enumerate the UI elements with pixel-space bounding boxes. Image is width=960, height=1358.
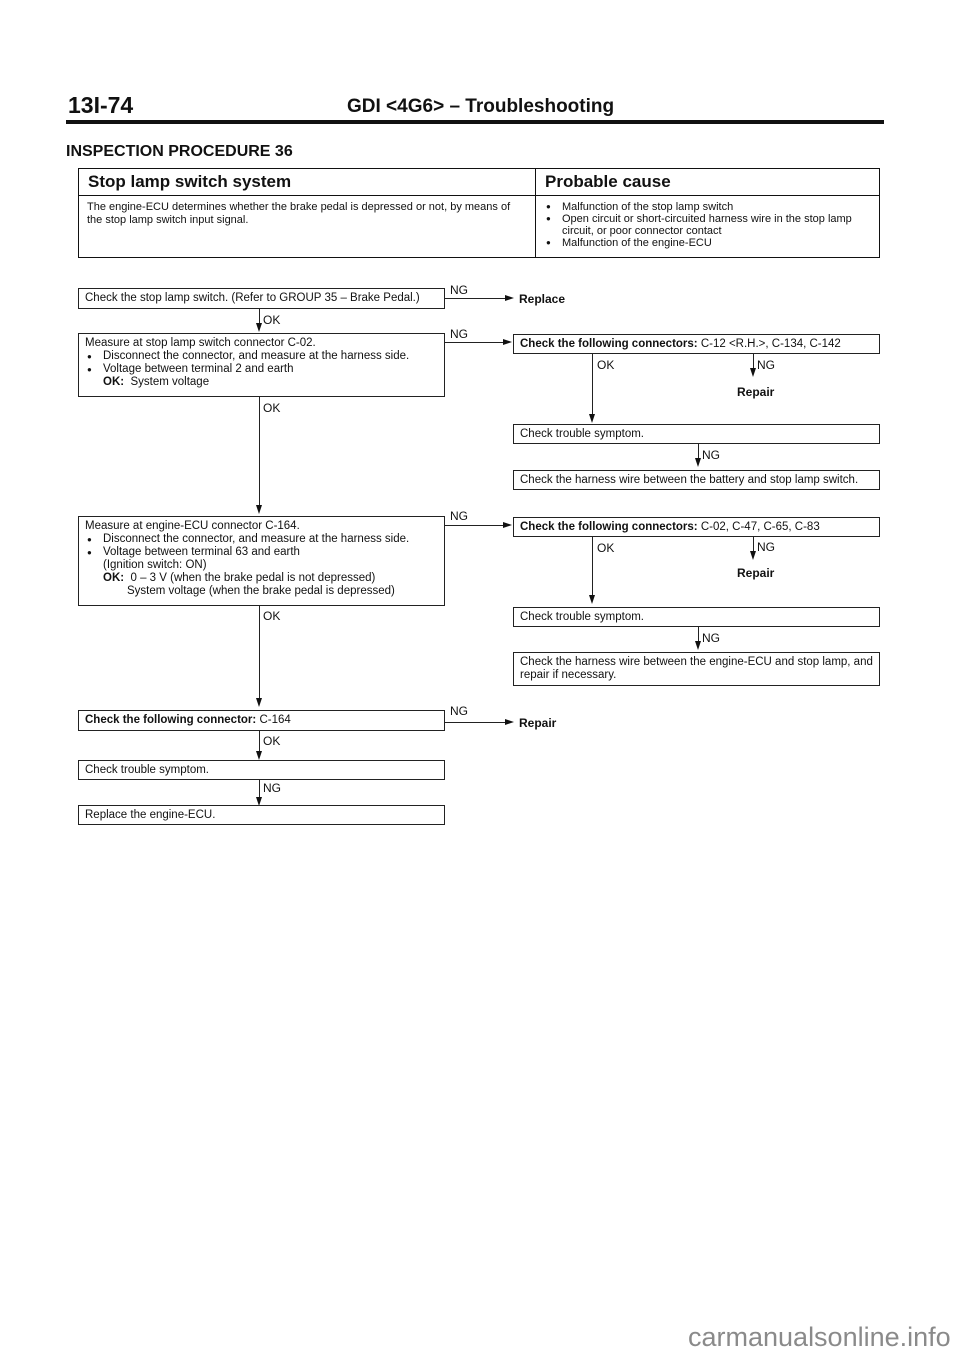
connector-line — [592, 537, 593, 595]
connector-line — [259, 780, 260, 797]
ok-value: 0 – 3 V (when the brake pedal is not depressed) — [130, 572, 376, 584]
ng-label: NG — [702, 448, 720, 462]
step-text: Check trouble symptom. — [520, 611, 644, 623]
ng-label: NG — [757, 540, 775, 554]
step-title: Measure at stop lamp switch connector C-02. — [85, 337, 316, 349]
arrow-right-icon — [505, 719, 514, 725]
step-bullet: ● Voltage between terminal 2 and earth — [85, 363, 438, 376]
connector-line — [259, 731, 260, 751]
result-repair: Repair — [519, 716, 557, 730]
connectors-heading: Check the following connectors: — [520, 521, 698, 533]
step-check-connectors-a — [513, 334, 880, 354]
step-check-connector-c164 — [78, 710, 445, 731]
step-check-connectors-b — [513, 517, 880, 537]
arrow-down-icon — [589, 414, 595, 423]
connector-value: C-164 — [259, 714, 291, 726]
step-bullet: ● Disconnect the connector, and measure at the harness side. — [85, 533, 438, 546]
ok-label: OK — [597, 541, 615, 555]
arrow-down-icon — [256, 698, 262, 707]
step-bullet: ● Disconnect the connector, and measure at the harness side. — [85, 350, 438, 363]
arrow-right-icon — [503, 339, 512, 345]
arrow-down-icon — [750, 368, 756, 377]
section-title: GDI <4G6> – Troubleshooting — [347, 96, 615, 117]
arrow-down-icon — [256, 505, 262, 514]
step-text: Check trouble symptom. — [85, 764, 209, 776]
connector-line — [445, 525, 503, 526]
connector-line — [445, 722, 505, 723]
connector-line — [445, 298, 505, 299]
result-repair: Repair — [737, 385, 775, 399]
watermark: carmanualsonline.info — [688, 1322, 951, 1352]
connectors-list: C-02, C-47, C-65, C-83 — [700, 521, 820, 533]
ok-value: System voltage (when the brake pedal is depressed) — [127, 585, 395, 597]
step-text: Check the harness wire between the battery and stop lamp switch. — [520, 474, 859, 486]
connector-line — [592, 354, 593, 414]
step-measure-stop-lamp-connector — [78, 333, 445, 397]
arrow-down-icon — [750, 551, 756, 560]
system-heading: Stop lamp switch system — [79, 169, 536, 196]
step-condition: (Ignition switch: ON) — [103, 559, 207, 571]
connectors-heading: Check the following connectors: — [520, 338, 698, 350]
ng-label: NG — [263, 781, 281, 795]
ok-label: OK — [263, 313, 281, 327]
connector-heading: Check the following connector: — [85, 714, 257, 726]
ok-key: OK: — [103, 572, 125, 584]
arrow-down-icon — [256, 323, 262, 332]
probable-cause-heading: Probable cause — [536, 169, 879, 196]
system-description: The engine-ECU determines whether the brake pedal is depressed or not, by means of the stop lamp switch input signal. — [79, 196, 536, 257]
step-bullet: ● Voltage between terminal 63 and earth — [85, 546, 438, 559]
connector-line — [753, 354, 754, 368]
ng-label: NG — [450, 327, 468, 341]
procedure-title: INSPECTION PROCEDURE 36 — [66, 143, 293, 160]
connector-line — [753, 537, 754, 551]
cause-item: ● Open circuit or short-circuited harness wire in the stop lamp circuit, or poor connector contact — [544, 213, 873, 237]
arrow-down-icon — [589, 595, 595, 604]
ok-label: OK — [263, 609, 281, 623]
ng-label: NG — [702, 631, 720, 645]
ok-key: OK: — [103, 376, 125, 388]
step-check-trouble-symptom-b — [513, 607, 880, 627]
step-text: Check the harness wire between the engine-ECU and stop lamp, and repair if necessary. — [520, 656, 873, 681]
arrow-down-icon — [695, 458, 701, 467]
ok-label: OK — [263, 401, 281, 415]
step-replace-engine-ecu — [78, 805, 445, 825]
step-title: Measure at engine-ECU connector C-164. — [85, 520, 300, 532]
ng-label: NG — [450, 704, 468, 718]
cause-item: ● Malfunction of the engine-ECU — [544, 237, 873, 249]
connector-line — [698, 444, 699, 458]
step-check-trouble-symptom-a — [513, 424, 880, 444]
ng-label: NG — [450, 509, 468, 523]
summary-table — [78, 168, 880, 258]
ok-label: OK — [263, 734, 281, 748]
connector-line — [259, 397, 260, 505]
ok-label: OK — [597, 358, 615, 372]
probable-cause-list — [536, 196, 879, 257]
step-check-harness-battery — [513, 470, 880, 490]
step-text: Check trouble symptom. — [520, 428, 644, 440]
step-measure-ecu-connector — [78, 516, 445, 606]
step-check-stop-lamp-switch — [78, 288, 445, 309]
connectors-list: C-12 <R.H.>, C-134, C-142 — [700, 338, 841, 350]
step-text: Replace the engine-ECU. — [85, 809, 216, 821]
connector-line — [259, 309, 260, 323]
arrow-right-icon — [505, 295, 514, 301]
ng-label: NG — [757, 358, 775, 372]
arrow-right-icon — [503, 522, 512, 528]
connector-line — [698, 627, 699, 641]
step-check-trouble-symptom — [78, 760, 445, 780]
ok-value: System voltage — [130, 376, 210, 388]
arrow-down-icon — [256, 751, 262, 760]
step-check-harness-ecu — [513, 652, 880, 686]
result-repair: Repair — [737, 566, 775, 580]
page-number: 13I-74 — [68, 92, 134, 118]
header-rule — [66, 120, 884, 124]
step-text: Check the stop lamp switch. (Refer to GROUP 35 – Brake Pedal.) — [85, 292, 420, 304]
arrow-down-icon — [695, 641, 701, 650]
result-replace: Replace — [519, 292, 566, 306]
connector-line — [259, 606, 260, 698]
cause-item: ● Malfunction of the stop lamp switch — [544, 201, 873, 213]
ng-label: NG — [450, 283, 468, 297]
connector-line — [445, 342, 503, 343]
